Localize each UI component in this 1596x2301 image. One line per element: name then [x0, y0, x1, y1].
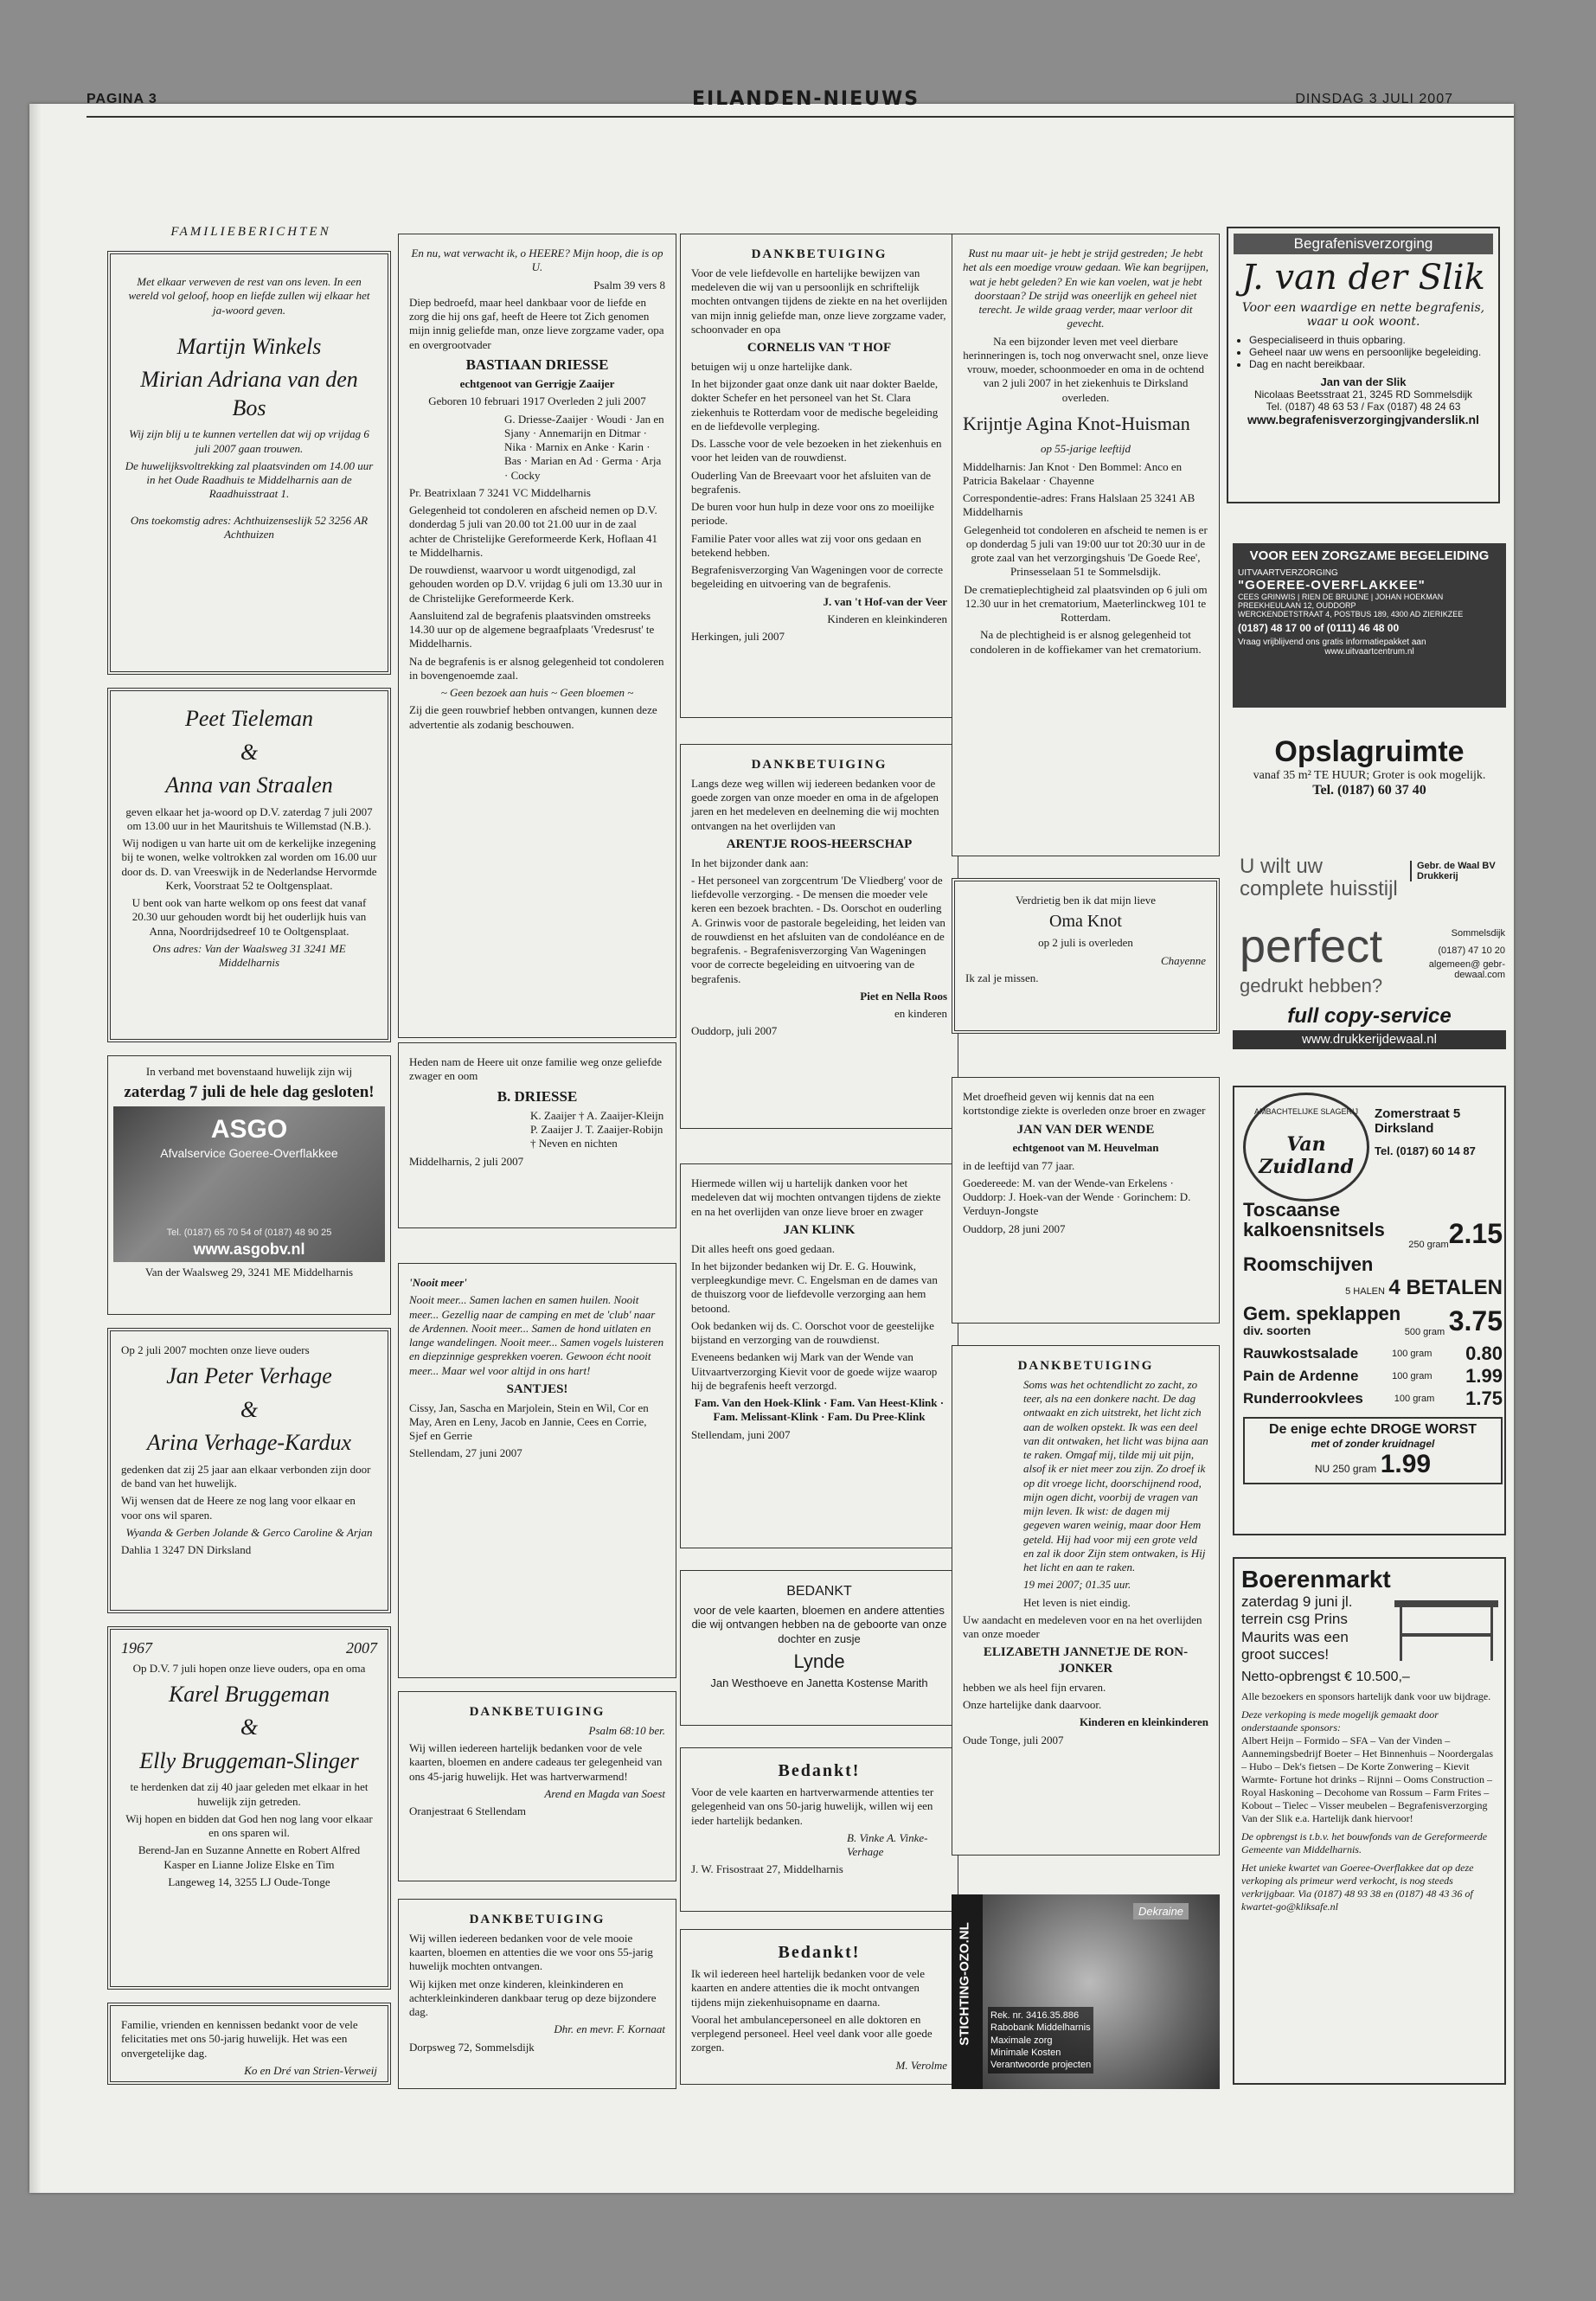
page-header [87, 85, 1453, 109]
headline: perfect [1240, 920, 1383, 972]
account-number: Rek. nr. 3416.35.886 [990, 2010, 1080, 2021]
family-names: Cissy, Jan, Sascha en Marjolein, Stein en Wil, Cor en May, Aren en Leny, Jacob en Jannie, Cees en Corrie, Sjef en Gerrie [409, 1400, 649, 1442]
ad-boerenmarkt [1233, 1557, 1506, 2085]
ampersand: & [240, 739, 259, 765]
text: Na de begrafenis is er alsnog gelegenheid tot condoleren in bovengenoemde zaal. [409, 654, 664, 682]
text: Eveneens bedanken wij Mark van der Wende van Uitvaartverzorging Kievit voor de goede wijze waarop hij de begrafenis heeft verzorgd. [691, 1350, 938, 1392]
product-name: Pain de Ardenne [1243, 1368, 1359, 1385]
place-date: Herkingen, juli 2007 [691, 630, 785, 643]
dates: Geboren 10 februari 1917 Overleden 2 juli 2007 [428, 394, 646, 408]
signature: en kinderen [894, 1007, 947, 1020]
ad-van-der-slik [1227, 227, 1500, 503]
sponsor-list: Albert Heijn – Formido – SFA – Van der Vinden – Aannemingsbedrijf Boeter – Het Binnenhuis – Noordergalas – Hubo – Dek's fietsen – De Korte Zonwering – Kievit Warmte- Fortune hot drinks – Rijnni – Ooms Construction – Royal Haskoning – Decohome van Rossum – Farm Frites – Kobout – Tielec – Visser meubelen – Begrafenisverzorging Van der Slik e.a. Hartelijk dank hiervoor! [1241, 1734, 1494, 1824]
ad-subheading: UITVAARTVERZORGING [1238, 568, 1338, 578]
phone: Tel. (0187) 48 63 53 / Fax (0187) 48 24 63 [1266, 401, 1461, 413]
product-unit: 100 gram [1392, 1371, 1433, 1382]
phone: (0187) 48 17 00 of (0111) 46 48 00 [1238, 622, 1400, 634]
asgo-logo: ASGO [210, 1115, 288, 1144]
text: Wij hopen en bidden dat God hen nog lang voor elkaar en ons sparen wil. [125, 1811, 373, 1839]
signature: B. Vinke A. Vinke-Verhage [847, 1830, 928, 1858]
text: In het bijzonder bedanken wij Dr. E. G. Houwink, verpleegkundige mevr. C. Engelsman en de dames van de thuiszorg voor de liefdevolle verzorging aan hem betoond. [691, 1259, 938, 1315]
signature: Kinderen en kleinkinderen [1079, 1715, 1208, 1729]
product-price: 2.15 [1448, 1218, 1503, 1250]
text: voor de vele kaarten, bloemen en andere attenties die wij ontvangen hebben na de geboorte van onze dochter en zusje [691, 1604, 947, 1645]
ad-thanks-vanthof [680, 234, 958, 718]
heading: DANKBETUIGING [751, 247, 888, 261]
product-price: 1.99 [1465, 1365, 1503, 1388]
ozo-tag: Dekraine [1133, 1903, 1189, 1920]
slogan: Maximale zorg [990, 2035, 1053, 2046]
product-unit: 5 HALEN [1345, 1286, 1385, 1298]
text: Verdrietig ben ik dat mijn lieve [1015, 894, 1157, 907]
baby-name: Lynde [793, 1650, 845, 1672]
deceased-name: Krijntje Agina Knot-Huisman [963, 412, 1190, 434]
ozo-sidebar [952, 1894, 983, 2089]
deceased-name: Oma Knot [1049, 912, 1122, 932]
product-price: 0.80 [1465, 1343, 1503, 1365]
ad-opslagruimte [1233, 735, 1506, 830]
ad-obituary-wende [952, 1077, 1220, 1324]
ad-thanks-kornaat [398, 1899, 676, 2089]
place-date: Oude Tonge, juli 2007 [963, 1733, 1064, 1747]
address: PREEKHEULAAN 12, OUDDORP [1238, 601, 1356, 610]
phone: Tel. (0187) 60 37 40 [1312, 783, 1426, 798]
text: ~ Geen bezoek aan huis ~ Geen bloemen ~ [440, 686, 634, 699]
contact-names: CEES GRINWIS | RIEN DE BRUIJNE | JOHAN HOEKMAN [1238, 593, 1444, 601]
text: De crematieplechtigheid zal plaatsvinden op 6 juli om 12.30 uur in het crematorium, Maeterlinckweg 101 te Rotterdam. [964, 582, 1208, 624]
ad-obituary-knot [952, 234, 1220, 856]
family-names: K. Zaaijer † A. Zaaijer-Kleijn P. Zaaijer J. T. Zaaijer-Robijn † Neven en nichten [530, 1108, 664, 1150]
text: Vooral het ambulancepersoneel en alle doktoren en verplegend personeel. Heel veel dank voor alle goede zorgen. [691, 2012, 933, 2054]
signature: Piet en Nella Roos [860, 989, 947, 1003]
title: 'Nooit meer' [409, 1276, 467, 1289]
slagerij-logo [1243, 1093, 1369, 1202]
text: vanaf 35 m² TE HUUR; Groter is ook mogelijk. [1253, 769, 1486, 782]
header-rule [87, 116, 1514, 118]
market-stall-icon [1394, 1600, 1498, 1668]
ad-thanks-strien [107, 2003, 391, 2085]
family-names: Fam. Van den Hoek-Klink · Fam. Van Heest-Klink · Fam. Melissant-Klink · Fam. Du Pree-Klink [694, 1396, 945, 1424]
place-date: Ouddorp, juli 2007 [691, 1024, 778, 1038]
closed-notice: zaterdag 7 juli de hele dag gesloten! [124, 1083, 375, 1102]
text: De huwelijksvoltrekking zal plaatsvinden om 14.00 uur in het Oude Raadhuis te Middelharnis aan de Raadhuisstraat 1. [125, 458, 374, 501]
website[interactable]: www.begrafenisverzorgingjvanderslik.nl [1247, 413, 1479, 426]
heading: BEDANKT [786, 1584, 852, 1599]
text: Zij die geen rouwbrief hebben ontvangen, kunnen deze advertentie als zodanig beschouwen. [409, 703, 657, 731]
signature: Ko en Dré van Strien-Verweij [244, 2063, 377, 2077]
address: Van der Waalsweg 29, 3241 ME Middelharnis [144, 1266, 354, 1279]
age: op 55-jarige leeftijd [1041, 442, 1131, 456]
text: Gelegenheid tot condoleren en afscheid nemen op D.V. donderdag 5 juli van 20.00 tot 21.00 uur in de zaal achter de Christelijke Gereformeerde Kerk, Hoflaan 41 te Middelharnis. [409, 503, 657, 559]
product-name: Roomschijven [1243, 1253, 1374, 1276]
ad-obituary-family [398, 1042, 676, 1228]
verse-reference: Psalm 68:10 ber. [588, 1723, 665, 1737]
ampersand: & [240, 1396, 259, 1422]
text: Het leven is niet eindig. [1023, 1595, 1131, 1609]
poem: Soms was het ochtendlicht zo zacht, zo teer, als na een donkere nacht. De dag ontwaakt en zich uitstrekt, het licht zich aan de wolken opstekt. Ik was een deel van dit ontwaken, het licht was bijna aan te raken. Omgaf mij, tilde mij uit pijn, alsof ik er niet meer zou zijn. Zo droef ik op dit vroege licht, doorschijnend rood, mijn ogen dicht, voorbij de vragen van mijn leven. Ik wist: de dagen mij gegeven waren weinig, maar door Hem geteld. Hij had voor mij een grote veld en zal ik door Zijn stem ontwaken, is Hij het licht en aan te raken. [1023, 1377, 1208, 1574]
text: Alle bezoekers en sponsors hartelijk dank voor uw bijdrage. [1241, 1689, 1491, 1702]
family-names: Goedereede: M. van der Wende-van Erkelens · Ouddorp: J. Hoek-van der Wende · Gorinchem: D. Verduyn-Jongste [963, 1176, 1191, 1218]
heading: Bedankt! [778, 1761, 861, 1780]
asgo-website[interactable]: www.asgobv.nl [193, 1240, 305, 1258]
poem: Nooit meer... Samen lachen en samen huilen. Nooit meer... Gezellig naar de camping en met de 'club' naar de Ardennen. Nooit meer... Samen de hond uitlaten en lange wandelingen. Nooit meer... Samen vogels luisteren en diepzinnige gesprekken voeren. Gewoon écht nooit meer... Maar wel voor altijd in ons hart! [409, 1293, 664, 1377]
newspaper-name: EILANDEN-NIEUWS [692, 88, 920, 110]
text: geven elkaar het ja-woord op D.V. zaterdag 7 juli 2007 om 13.00 uur in het Mauritshuis te Willemstad (N.B.). [125, 804, 373, 832]
text: Langs deze weg willen wij iedereen bedanken voor de goede zorgen van onze moeder en oma in de afgelopen jaren en het medeleven en deelneming die wij mochten ontvangen na het overlijden van [691, 776, 939, 832]
slogan: Verantwoorde projecten [990, 2060, 1092, 2071]
husband-name: Karel Bruggeman [168, 1681, 330, 1707]
ad-nooit-meer [398, 1263, 676, 1678]
text: Op D.V. 7 juli hopen onze lieve ouders, opa en oma [132, 1661, 366, 1675]
signature: J. van 't Hof-van der Veer [823, 594, 947, 608]
product-price: 1.75 [1465, 1388, 1503, 1410]
ad-wedding-tieleman [107, 688, 391, 1042]
slogan: Voor een waardige en nette begrafenis, waar u ook woont. [1241, 301, 1485, 329]
text: Ik wil iedereen heel hartelijk bedanken voor de vele kaarten en andere attenties die ik mocht ontvangen tijdens mijn ziekenhuisopname en daarna. [691, 1967, 925, 2009]
contact-name: Jan van der Slik [1320, 375, 1407, 388]
page-spine [29, 104, 42, 2193]
family-names: G. Driesse-Zaaijer · Woudi · Jan en Sjany · Annemarijn en Ditmar · Nika · Marnix en Anke · Karin · Bas · Marian en Ad · Germa · Arja · Cocky [504, 412, 664, 482]
proceeds: Netto-opbrengst € 10.500,– [1241, 1669, 1410, 1684]
slik-logo: J. van der Slik [1241, 258, 1485, 298]
text: op 2 juli is overleden [1038, 936, 1133, 950]
address: J. W. Frisostraat 27, Middelharnis [691, 1862, 843, 1876]
page-date: DINSDAG 3 JULI 2007 [1295, 92, 1453, 106]
ad-stichting-ozo [952, 1894, 1220, 2089]
logo-text: Van Zuidland [1259, 1133, 1354, 1178]
text: De buren voor hun hulp in deze voor ons zo moeilijke periode. [691, 500, 934, 528]
ampersand: & [240, 1715, 259, 1740]
text: Het unieke kwartet van Goeree-Overflakkee dat op deze verkoping als primeur werd verkocht, is nog steeds verkrijgbaar. Via (0187) 48 93 38 en (0187) 48 43 36 of kwartet-go@kliksafe.nl [1241, 1861, 1474, 1913]
address: Dorpsweg 72, Sommelsdijk [409, 2040, 535, 2054]
text: Hiermede willen wij u hartelijk danken voor het medeleven dat wij mochten ontvangen tijdens de ziekte en na het overlijden van onze lieve broer en zwager [691, 1176, 941, 1218]
product-unit: 250 gram [1408, 1240, 1449, 1251]
text: Op 2 juli 2007 mochten onze lieve ouders [121, 1343, 310, 1356]
text: Ik zal je missen. [965, 971, 1039, 984]
text: Familie Pater voor alles wat zij voor ons gedaan en betekend hebben. [691, 531, 922, 559]
address: Nicolaas Beetsstraat 21, 3245 RD Sommelsdijk [1253, 388, 1473, 401]
product-name: Rauwkostsalade [1243, 1345, 1359, 1362]
address: Correspondentie-adres: Frans Halslaan 25 3241 AB Middelharnis [963, 491, 1195, 519]
bullet: • Gespecialiseerd in thuis opbaring. [1249, 334, 1493, 346]
ad-anniversary-bruggeman [107, 1626, 391, 1990]
asgo-photo [113, 1106, 385, 1262]
family-names: Berend-Jan en Suzanne Annette en Robert Alfred Kasper en Lianne Jolize Elske en Tim [138, 1843, 361, 1871]
ad-title: Opslagruimte [1274, 735, 1465, 768]
wife-name: Elly Bruggeman-Slinger [139, 1747, 359, 1773]
verse: En nu, wat verwacht ik, o HEERE? Mijn hoop, die is op U. [411, 247, 663, 274]
text: Met droefheid geven wij kennis dat na een kortstondige ziekte is overleden onze broer en zwager [963, 1090, 1206, 1118]
address: WERCKENDETSTRAAT 4, POSTBUS 189, 4300 AD ZIERIKZEE [1238, 610, 1464, 619]
text: Voor de vele kaarten en hartverwarmende attenties ter gelegenheid van ons 50-jarig huwelijk, willen wij een ieder hartelijk bedanken. [691, 1785, 934, 1827]
year-start: 1967 [121, 1639, 152, 1657]
signature: Kinderen en kleinkinderen [827, 612, 947, 625]
signature: Dhr. en mevr. F. Kornaat [554, 2022, 665, 2036]
ad-title: Boerenmarkt [1241, 1566, 1391, 1593]
heading: DANKBETUIGING [469, 1913, 606, 1926]
text: De opbrengst is t.b.v. het bouwfonds van de Gereformeerde Gemeente van Middelharnis. [1241, 1830, 1488, 1856]
droge-worst-box [1243, 1417, 1503, 1484]
place-date: Stellendam, juni 2007 [691, 1427, 791, 1441]
phone: Tel. (0187) 60 14 87 [1375, 1144, 1476, 1157]
year-end: 2007 [346, 1639, 377, 1657]
ad-thanks-soest [398, 1691, 676, 1881]
address: Ons toekomstig adres: Achthuizenseslijk 52 3256 AR Achthuizen [130, 513, 369, 541]
text: Aansluitend zal de begrafenis plaatsvinden omstreeks 14.30 uur op de algemene begraafplaats 'Vredesrust' te Middelharnis. [409, 608, 655, 651]
page-number: PAGINA 3 [87, 92, 157, 106]
product-name: Gem. speklappen [1243, 1303, 1401, 1325]
product-price: 4 BETALEN [1388, 1276, 1503, 1300]
signature: Arend en Magda van Soest [544, 1786, 665, 1800]
text: Ouderling Van de Breevaart voor het afsluiten van de begrafenis. [691, 468, 931, 496]
slogan: full copy-service [1287, 1004, 1452, 1028]
product-price: 1.99 [1380, 1450, 1432, 1479]
ad-oma-knot [952, 878, 1220, 1034]
ad-thanks-vinke [680, 1747, 958, 1912]
ozo-info [988, 2007, 1093, 2073]
signature: Chayenne [1161, 953, 1206, 967]
thanks-list: - Het personeel van zorgcentrum 'De Vliedberg' voor de liefdevolle verzorging. - De mensen die moeder vele keren een bezoek brachten. - Ds. Oorschot en ouderling A. Grinwis voor de pastorale begeleiding, het leiden van de rouwdienst en het afsluiten van de condoléance en de begrafenis. - Begrafenisverzorging Van Wageningen voor de correcte begeleiding en uitvoering van de begrafenis. [691, 873, 945, 985]
text: betuigen wij u onze hartelijke dank. [691, 359, 853, 373]
product-name: Runderrookvlees [1243, 1390, 1363, 1407]
bride-name: Anna van Straalen [165, 772, 333, 798]
promo-title: De enige echte DROGE WORST [1268, 1422, 1477, 1438]
poem: Rust nu maar uit- je hebt je strijd gestreden; Je hebt het als een moedige vrouw gedaan. Wie kan begrijpen, wat je hebt geleden? En wie kan voelen, wat je hebt doorstaan? De strijd was oneerlijk en geheel niet terecht. Je wilde graag verder, maar verloor dit gevecht. [963, 247, 1209, 330]
text: zaterdag 9 juni jl. terrein csg Prins Maurits was een groot succes! [1241, 1593, 1353, 1663]
text: Wij willen iedereen bedanken voor de vele mooie kaarten, bloemen en attenties die we voor ons 55-jarig huwelijk mochten ontvangen. [409, 1931, 653, 1973]
text: Dit alles heeft ons goed gedaan. [691, 1241, 836, 1255]
website[interactable]: www.uitvaartcentrum.nl [1324, 647, 1414, 657]
text: Wij willen iedereen hartelijk bedanken voor de vele kaarten, bloemen en andere cadeaus ter gelegenheid van ons 45-jarig huwelijk. Het was hartverwarmend! [409, 1741, 663, 1783]
deceased-name: JAN VAN DER WENDE [1016, 1122, 1155, 1137]
spouse-line: echtgenoot van M. Heuvelman [1012, 1141, 1159, 1155]
place-date: Stellendam, 27 juni 2007 [409, 1446, 522, 1460]
text: hebben we als heel fijn ervaren. [963, 1680, 1106, 1694]
website[interactable]: www.drukkerijdewaal.nl [1233, 1030, 1506, 1049]
text: Ook bedanken wij ds. C. Oorschot voor de geestelijke bijstand en verzorging van de rouwdienst. [691, 1318, 934, 1346]
verse-reference: Psalm 39 vers 8 [593, 278, 665, 292]
deceased-name: BASTIAAN DRIESSE [465, 356, 609, 373]
text: gedenken dat zij 25 jaar aan elkaar verbonden zijn door de band van het huwelijk. [121, 1462, 371, 1490]
heading: Bedankt! [778, 1943, 861, 1962]
address: Zomerstraat 5 Dirksland [1375, 1106, 1461, 1136]
place: Sommelsdijk [1451, 928, 1505, 939]
family-names: Middelharnis: Jan Knot · Den Bommel: Anco en Patricia Bakelaar · Chayenne [963, 459, 1183, 487]
text: Wij kijken met onze kinderen, kleinkinderen en achterkleinkinderen dankbaar terug op deze bijzondere dag. [409, 1977, 657, 2018]
product-name: Toscaanse kalkoensnitsels [1243, 1199, 1385, 1241]
address: Oranjestraat 6 Stellendam [409, 1804, 527, 1817]
bullet: • Geheel naar uw wens en persoonlijke begeleiding. [1249, 346, 1493, 358]
text: Diep bedroefd, maar heel dankbaar voor de liefde en zorg die hij ons gaf, heeft de Heere tot Zich genomen mijn innig geliefde man, onze lieve zorgzame vader, opa en overgrootvader [409, 295, 664, 351]
deceased-name: CORNELIS VAN 'T HOF [747, 341, 892, 355]
family-names: Wyanda & Gerben Jolande & Gerco Caroline & Arjan [125, 1525, 373, 1539]
text: Na de plechtigheid is er alsnog gelegenheid tot condoleren in de koffiekamer van het crematorium. [970, 628, 1202, 656]
product-unit: 100 gram [1391, 1349, 1433, 1360]
product-unit: 500 gram [1404, 1327, 1445, 1338]
ozo-website[interactable]: STICHTING-OZO.NL [957, 1922, 972, 2046]
section-title: FAMILIEBERICHTEN [170, 225, 331, 239]
product-variant: div. soorten [1243, 1324, 1311, 1338]
deceased-name: ELIZABETH JANNETJE DE RON-JONKER [983, 1645, 1189, 1676]
text: In verband met bovenstaand huwelijk zijn wij [145, 1065, 353, 1078]
husband-name: Jan Peter Verhage [166, 1363, 332, 1389]
company-name: "GOEREE-OVERFLAKKEE" [1238, 578, 1426, 593]
ad-obituary-driesse [398, 234, 676, 1038]
deceased-name: B. DRIESSE [497, 1087, 578, 1105]
company-name: Gebr. de Waal BV Drukkerij [1410, 861, 1506, 881]
ad-thanks-roos [680, 744, 958, 1129]
deceased-name: ARENTJE ROOS-HEERSCHAP [726, 836, 913, 851]
address: Ons adres: Van der Waalsweg 31 3241 ME Middelharnis [152, 941, 346, 969]
date: 19 mei 2007; 01.35 uur. [1023, 1578, 1131, 1592]
ad-anniversary-verhage [107, 1328, 391, 1613]
asgo-phone: Tel. (0187) 65 70 54 of (0187) 48 90 25 [166, 1227, 332, 1239]
ad-heading: VOOR EEN ZORGZAME BEGELEIDING [1249, 548, 1490, 563]
text: Begrafenisverzorging Van Wageningen voor de correcte begeleiding en uitvoering van de begrafenis. [691, 563, 943, 591]
text: te herdenken dat zij 40 jaar geleden met elkaar in het huwelijk zijn getreden. [130, 1780, 369, 1808]
ad-thanks-lynde [680, 1570, 958, 1726]
text: Gelegenheid tot condoleren en afscheid te nemen is er op donderdag 5 juli van 19:00 uur tot 20:30 uur in de grote zaal van het verzorgingshuis 'De Goede Ree', Prinsesselaan 51 te Sommelsdijk. [964, 522, 1208, 579]
text: gedrukt hebben? [1240, 975, 1383, 997]
ad-thanks-klink [680, 1163, 958, 1548]
slogan: Minimale Kosten [990, 2047, 1061, 2058]
product-unit: 100 gram [1394, 1394, 1435, 1405]
asgo-subtitle: Afvalservice Goeree-Overflakkee [160, 1146, 338, 1160]
ad-wedding-winkels [107, 251, 391, 675]
ad-thanks-deron [952, 1345, 1220, 1856]
product-unit: NU 250 gram [1314, 1463, 1377, 1476]
poem: Met elkaar verweven de rest van ons leven. In een wereld vol geloof, hoop en liefde zullen wij elkaar het ja-woord geven. [128, 275, 370, 317]
bride-name: Mirian Adriana van den Bos [140, 367, 358, 420]
heading: DANKBETUIGING [1017, 1359, 1154, 1373]
signature: Jan Westhoeve en Janetta Kostense Marith [710, 1676, 928, 1690]
ad-thanks-verolme [680, 1929, 958, 2085]
address: Langeweg 14, 3255 LJ Oude-Tonge [168, 1875, 330, 1888]
text: Ds. Lassche voor de vele bezoeken in het ziekenhuis en voor het leiden van de rouwdienst. [691, 437, 942, 465]
ad-heading: Begrafenisverzorging [1234, 234, 1493, 254]
address: Dahlia 1 3247 DN Dirksland [121, 1543, 252, 1556]
phone: (0187) 47 10 20 [1438, 945, 1505, 956]
ad-slagerij-zuidland [1233, 1086, 1506, 1535]
signature: M. Verolme [895, 2058, 947, 2072]
text: U bent ook van harte welkom op ons feest dat vanaf 20.30 uur gehouden wordt bij het ouderlijk huis van Anna, Noordrijdsedreef 10 te Ooltgensplaat. [131, 896, 367, 938]
deceased-name: SANTJES! [506, 1381, 568, 1396]
address: Pr. Beatrixlaan 7 3241 VC Middelharnis [409, 485, 591, 499]
text: Heden nam de Heere uit onze familie weg onze geliefde zwager en oom [409, 1055, 662, 1083]
bank: Rabobank Middelharnis [990, 2022, 1091, 2034]
bullet: • Dag en nacht bereikbaar. [1249, 358, 1493, 370]
ad-asgo-closed [107, 1055, 391, 1315]
text: Wij zijn blij u te kunnen vertellen dat wij op vrijdag 6 juli 2007 gaan trouwen. [129, 427, 369, 455]
wife-name: Arina Verhage-Kardux [146, 1430, 352, 1456]
heading: DANKBETUIGING [469, 1705, 606, 1719]
text: Voor de vele liefdevolle en hartelijke bewijzen van medeleven die wij van u persoonlijk en schriftelijk mochten ontvangen tijdens de ziekte en na het overlijden van mijn innig geliefde man, onze lieve zorgzame vader, schoonvader en opa [691, 266, 948, 336]
text: Wij nodigen u van harte uit om de kerkelijke inzegening bij te wonen, welke voltrokken zal worden om 16.00 uur door ds. D. van Vreeswijk in de Nederlandse Hervormde Kerk, Voorstraat 52 te Ooltgensplaat. [121, 836, 377, 892]
groom-name: Martijn Winkels [176, 333, 322, 359]
text: U wilt uw complete huisstijl [1240, 855, 1398, 901]
place-date: Middelharnis, 2 juli 2007 [409, 1154, 524, 1168]
promo-subtitle: met of zonder kruidnagel [1311, 1438, 1435, 1451]
text: Familie, vrienden en kennissen bedankt voor de vele felicitaties met ons 50-jarig huwelijk. Het was een onvergetelijke dag. [121, 2018, 358, 2060]
deceased-name: JAN KLINK [783, 1222, 856, 1237]
age: in de leeftijd van 77 jaar. [963, 1158, 1075, 1172]
text: Deze verkoping is mede mogelijk gemaakt door onderstaande sponsors: [1241, 1708, 1439, 1734]
logo-badge: AMBACHTELIJKE SLAGERIJ [1253, 1107, 1359, 1116]
groom-name: Peet Tieleman [184, 706, 313, 731]
text: In het bijzonder gaat onze dank uit naar dokter Baelde, dokter Schefer en het personeel van het St. Clara ziekenhuis te Rotterdam voor de medische begeleiding en de liefdevolle verpleging. [691, 377, 939, 433]
ad-drukkerij-dewaal [1233, 852, 1506, 1051]
heading: DANKBETUIGING [751, 758, 888, 772]
text: Uw aandacht en medeleven voor en na het overlijden van onze moeder [963, 1612, 1202, 1640]
place-date: Ouddorp, 28 juni 2007 [963, 1221, 1066, 1235]
email[interactable]: algemeen@ gebr-dewaal.com [1428, 959, 1505, 980]
text: Wij wensen dat de Heere ze nog lang voor elkaar en voor ons wil sparen. [121, 1494, 356, 1522]
text: Na een bijzonder leven met veel dierbare herinneringen is, toch nog onverwacht snel, onze lieve vrouw, moeder, schoonmoeder en oma in de ochtend van 2 juli 2007 in het ziekenhuis te Dirksland overleden. [963, 334, 1208, 404]
text: Vraag vrijblijvend ons gratis informatiepakket aan [1238, 638, 1426, 647]
ad-uitvaart-goeree [1233, 543, 1506, 708]
spouse-line: echtgenoot van Gerrigje Zaaijer [459, 377, 615, 390]
text: De rouwdienst, waarvoor u wordt uitgenodigd, zal gehouden worden op D.V. vrijdag 6 juli om 13.30 uur in de Christelijke Gereformeerde Kerk. [409, 563, 663, 605]
text: In het bijzonder dank aan: [691, 856, 809, 869]
product-price: 3.75 [1448, 1305, 1503, 1337]
text: Onze hartelijke dank daarvoor. [963, 1698, 1102, 1711]
